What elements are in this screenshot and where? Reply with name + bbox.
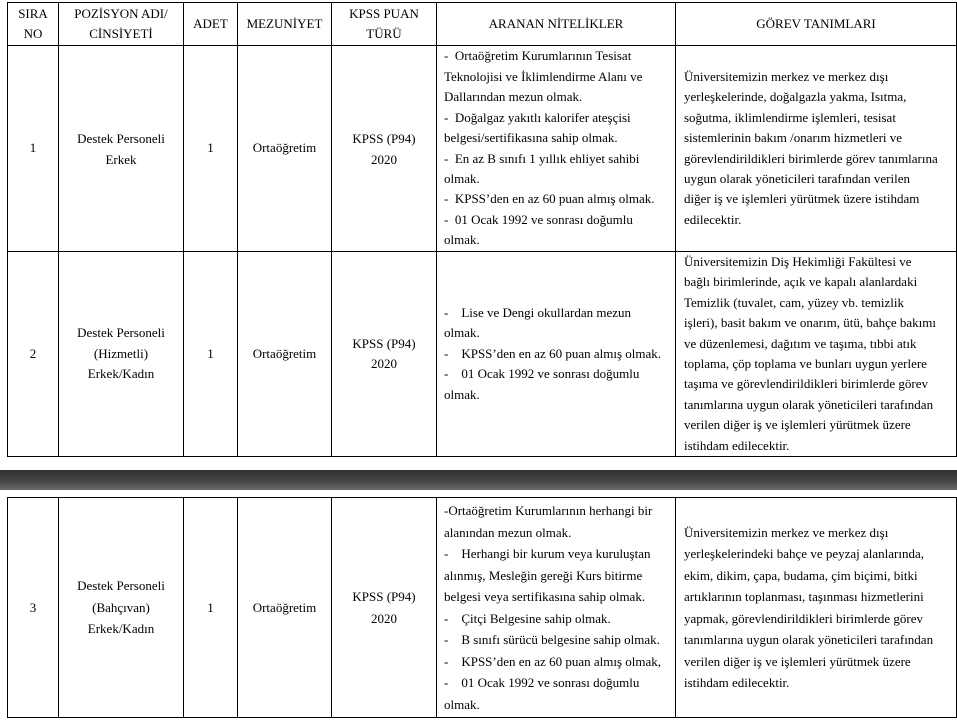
requirement-line: - B sınıfı sürücü belgesine sahip olmak. (444, 632, 660, 647)
header-position (59, 3, 184, 46)
duty-line: yerleşkelerindeki bahçe ve peyzaj alanlarında, (684, 546, 925, 561)
kpss-cell (332, 252, 437, 457)
table-row (8, 252, 957, 457)
position-line: Destek Personeli (77, 578, 165, 594)
requirement-line: - Herhangi bir kurum veya kuruluştan (444, 546, 651, 561)
requirement-line: Dallarından mezun olmak. (444, 89, 583, 105)
header-line: TÜRÜ (366, 26, 402, 41)
positions-table-continued (7, 497, 957, 718)
row-number: 1 (8, 46, 59, 252)
table-row (8, 498, 957, 718)
position-line: (Hizmetli) (93, 345, 149, 361)
requirement-line: alınmış, Mesleğin gereği Kurs bitirme (444, 567, 643, 583)
requirement-line: - Doğalgaz yakıtlı kalorifer ateşçisi (444, 109, 631, 125)
duty-line: soğutma, iklimlendirme işlemleri, tesisat (684, 109, 896, 125)
requirement-line: - 01 Ocak 1992 ve sonrası doğumlu (444, 675, 640, 690)
requirement-line: - Çitçi Belgesine sahip olmak. (444, 610, 611, 626)
kpss-line: 2020 (371, 151, 397, 167)
duty-line: verilen diğer iş ve işlemleri yürütmek üzere (684, 417, 911, 433)
requirement-line: olmak. (444, 696, 480, 712)
position-line: Erkek/Kadın (87, 366, 155, 382)
positions-table (7, 2, 957, 457)
page-separator (0, 470, 957, 490)
education-cell: Ortaöğretim (238, 46, 332, 252)
requirement-line: olmak. (444, 325, 480, 341)
duty-line: toplama, çöp toplama ve bunları uygun yerlere (684, 356, 927, 372)
header-line: CİNSİYETİ (89, 26, 153, 41)
requirement-line: belgesi/sertifikasına sahip olmak. (444, 130, 618, 146)
kpss-line: KPSS (P94) (352, 130, 416, 146)
requirement-line: - En az B sınıfı 1 yıllık ehliyet sahibi (444, 150, 640, 166)
duty-line: diğer iş ve işlemleri yürütmek üzere istihdam (684, 191, 920, 207)
kpss-cell (332, 498, 437, 718)
count-cell: 1 (184, 46, 238, 252)
requirement-line: -Ortaöğretim Kurumlarının herhangi bir (444, 503, 653, 518)
kpss-cell (332, 46, 437, 252)
row-number: 3 (8, 498, 59, 718)
requirement-line: olmak. (444, 386, 480, 402)
position-line: Erkek (105, 151, 137, 167)
header-line: NO (23, 26, 43, 41)
position-cell (59, 498, 184, 718)
duty-line: taşıma ve görevlendirildikleri birimlerde görev (684, 376, 929, 392)
duties-cell (676, 498, 957, 718)
requirement-line: - 01 Ocak 1992 ve sonrası doğumlu (444, 211, 633, 227)
duty-line: bağlı birimlerinde, açık ve kapalı alanlardaki (684, 274, 918, 290)
requirements-cell (437, 252, 676, 457)
kpss-line: 2020 (371, 610, 397, 626)
duty-line: tanımlarına uygun olarak yöneticileri tarafından (684, 396, 934, 412)
position-line: Destek Personeli (77, 325, 165, 341)
requirement-line: - KPSS’den en az 60 puan almış olmak. (444, 345, 661, 361)
duty-line: ekim, dikim, çapa, budama, çim biçimi, bitki (684, 567, 918, 583)
count-cell: 1 (184, 498, 238, 718)
requirement-line: olmak. (444, 170, 480, 186)
duty-line: verilen diğer iş ve işlemleri yürütmek üzere (684, 653, 911, 669)
duty-line: ve düzenlemesi, dağıtım ve taşıma, tıbbi atık (684, 335, 917, 351)
position-cell (59, 46, 184, 252)
duty-line: uygun olarak yöneticileri tarafından verilen (684, 170, 910, 186)
requirement-line: - Lise ve Dengi okullardan mezun (444, 305, 631, 321)
count-cell: 1 (184, 252, 238, 457)
duties-cell (676, 252, 957, 457)
position-cell (59, 252, 184, 457)
table-row (8, 46, 957, 252)
requirement-line: - 01 Ocak 1992 ve sonrası doğumlu (444, 366, 640, 382)
duty-line: tanımlarına uygun olarak yöneticileri tarafından (684, 632, 934, 647)
requirement-line: - KPSS’den en az 60 puan almış olmak, (444, 653, 661, 669)
requirement-line: belgesi veya sertifikasına sahip olmak. (444, 589, 646, 604)
education-cell: Ortaöğretim (238, 252, 332, 457)
row-number: 2 (8, 252, 59, 457)
header-education: MEZUNİYET (238, 3, 332, 46)
duty-line: Temizlik (tuvalet, cam, yüzey vb. temizlik (684, 294, 905, 310)
position-line: Destek Personeli (77, 130, 165, 146)
duty-line: istihdam edilecektir. (684, 437, 790, 453)
duty-line: edilecektir. (684, 211, 742, 227)
requirement-line: alanından mezun olmak. (444, 524, 572, 540)
duty-line: görevlendirildikleri birimlerde görev tanımlarına (684, 150, 938, 166)
header-count: ADET (184, 3, 238, 46)
duty-line: işleri), basit bakım ve onarım, ütü, bahçe bakımı (684, 315, 936, 331)
header-kpss-type (332, 3, 437, 46)
kpss-line: 2020 (371, 356, 397, 372)
table-header-row (8, 3, 957, 46)
duty-line: Üniversitemizin merkez ve merkez dışı (684, 524, 889, 540)
duty-line: yerleşkelerinde, doğalgazla yakma, Isıtma, (684, 89, 907, 105)
position-line: (Bahçıvan) (92, 599, 150, 615)
duty-line: yapmak, görevlendirildikleri birimlerde görev (684, 610, 923, 626)
requirement-line: Teknolojisi ve İklimlendirme Alanı ve (444, 68, 643, 84)
requirement-line: - KPSS’den en az 60 puan almış olmak. (444, 191, 655, 207)
requirements-cell (437, 46, 676, 252)
duty-line: sistemlerinin bakım /onarım hizmetleri ve (684, 130, 903, 146)
duty-line: Üniversitemizin Diş Hekimliği Fakültesi ve (684, 254, 912, 269)
duty-line: artıklarının toplanması, taşınması hizmetlerini (684, 589, 924, 604)
duty-line: Üniversitemizin merkez ve merkez dışı (684, 68, 889, 84)
header-sira-no (8, 3, 59, 46)
duty-line: istihdam edilecektir. (684, 675, 790, 690)
header-requirements: ARANAN NİTELİKLER (437, 3, 676, 46)
requirement-line: olmak. (444, 232, 480, 248)
requirement-line: - Ortaöğretim Kurumlarının Tesisat (444, 48, 632, 64)
requirements-cell (437, 498, 676, 718)
header-duties: GÖREV TANIMLARI (676, 3, 957, 46)
header-line: KPSS PUAN (349, 6, 419, 21)
position-line: Erkek/Kadın (87, 621, 155, 637)
header-line: SIRA (18, 6, 48, 21)
kpss-line: KPSS (P94) (352, 589, 416, 604)
education-cell: Ortaöğretim (238, 498, 332, 718)
kpss-line: KPSS (P94) (352, 335, 416, 351)
duties-cell (676, 46, 957, 252)
header-line: POZİSYON ADI/ (74, 6, 168, 21)
